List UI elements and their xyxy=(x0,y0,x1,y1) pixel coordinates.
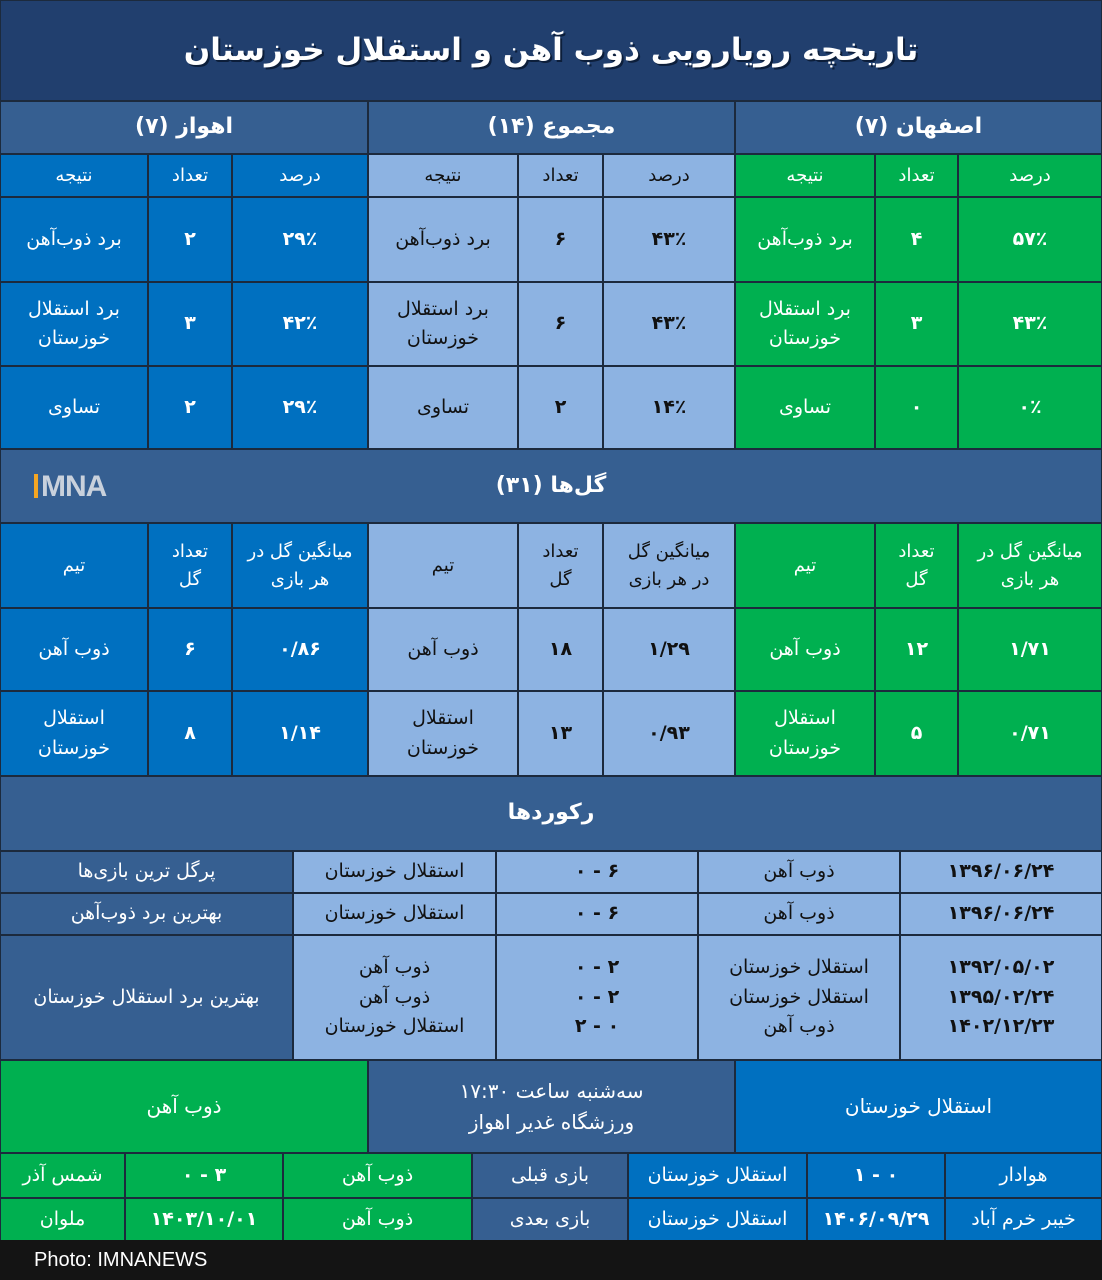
isfahan-esteghlal-win-percent: ۴۳٪ xyxy=(958,282,1102,366)
col-header-count: تعداد xyxy=(518,154,603,197)
record-away-team: استقلال خوزستان xyxy=(293,893,496,935)
next-right-date: ۱۴۰۶/۰۹/۲۹ xyxy=(807,1198,945,1242)
next-left-date: ۱۴۰۳/۱۰/۰۱ xyxy=(125,1198,283,1242)
ahvaz-draw-percent: ۲۹٪ xyxy=(232,366,368,449)
ahvaz-zob-win-count: ۲ xyxy=(148,197,232,282)
isfahan-esteghlal-goals: ۵ xyxy=(875,691,958,776)
ahvaz-esteghlal-goals: ۸ xyxy=(148,691,232,776)
total-esteghlal-win-label: برد استقلال خوزستان xyxy=(368,282,518,366)
record-home-team: ذوب آهن xyxy=(698,893,900,935)
match-venue: ورزشگاه غدیر اهواز xyxy=(468,1109,635,1134)
ahvaz-zob-win-label: برد ذوب‌آهن xyxy=(0,197,148,282)
ahvaz-draw-label: تساوی xyxy=(0,366,148,449)
logo-text: MNA xyxy=(41,470,107,503)
total-esteghlal-goals: ۱۳ xyxy=(518,691,603,776)
prev-right-team: استقلال خوزستان xyxy=(628,1153,807,1198)
match-info xyxy=(368,1060,735,1153)
record-dates-block xyxy=(900,935,1102,1060)
ahvaz-zob-win-percent: ۲۹٪ xyxy=(232,197,368,282)
goals-col-header-count: تعداد گل xyxy=(875,523,958,608)
goals-col-header-avg: میانگین گل در هر بازی xyxy=(603,523,735,608)
total-draw-percent: ۱۴٪ xyxy=(603,366,735,449)
isfahan-esteghlal-win-count: ۳ xyxy=(875,282,958,366)
group-header-isfahan: اصفهان (۷) xyxy=(735,101,1102,154)
record-home-team: ذوب آهن xyxy=(698,851,900,893)
col-header-result: نتیجه xyxy=(0,154,148,197)
next-match-label: بازی بعدی xyxy=(472,1198,628,1242)
prev-left-team: ذوب آهن xyxy=(283,1153,472,1198)
total-esteghlal-team: استقلال خوزستان xyxy=(368,691,518,776)
record-home-team: ذوب آهن xyxy=(763,1015,835,1038)
record-away-team: ذوب آهن xyxy=(358,956,431,979)
imna-logo xyxy=(34,470,106,504)
total-zob-win-count: ۶ xyxy=(518,197,603,282)
record-label-highest-scoring: پرگل ترین بازی‌ها xyxy=(0,851,293,893)
isfahan-zob-goals: ۱۲ xyxy=(875,608,958,691)
record-label-best-zob-win: بهترین برد ذوب‌آهن xyxy=(0,893,293,935)
ahvaz-esteghlal-win-percent: ۴۲٪ xyxy=(232,282,368,366)
group-header-total: مجموع (۱۴) xyxy=(368,101,735,154)
record-home-team: استقلال خوزستان xyxy=(729,956,869,979)
isfahan-esteghlal-win-label: برد استقلال خوزستان xyxy=(735,282,875,366)
ahvaz-draw-count: ۲ xyxy=(148,366,232,449)
next-right-team: استقلال خوزستان xyxy=(628,1198,807,1242)
record-home-team: استقلال خوزستان xyxy=(729,985,869,1008)
record-date: ۱۳۹۶/۰۶/۲۴ xyxy=(900,893,1102,935)
col-header-percent: درصد xyxy=(232,154,368,197)
goals-col-header-team: تیم xyxy=(0,523,148,608)
goals-col-header-avg: میانگین گل در هر بازی xyxy=(232,523,368,608)
record-date: ۱۳۹۵/۰۲/۲۴ xyxy=(947,985,1055,1008)
next-left-opponent: ملوان xyxy=(0,1198,125,1242)
ahvaz-zob-goals: ۶ xyxy=(148,608,232,691)
goals-col-header-team: تیم xyxy=(735,523,875,608)
prev-left-score: ۳ - ۰ xyxy=(125,1153,283,1198)
goals-col-header-team: تیم xyxy=(368,523,518,608)
record-date: ۱۳۹۲/۰۵/۰۲ xyxy=(947,956,1055,979)
page-title: تاریخچه رویارویی ذوب آهن و استقلال خوزستان xyxy=(0,0,1102,101)
record-date: ۱۴۰۲/۱۲/۲۳ xyxy=(947,1015,1055,1038)
col-header-percent: درصد xyxy=(603,154,735,197)
record-score: ۶ - ۰ xyxy=(496,851,698,893)
isfahan-zob-team: ذوب آهن xyxy=(735,608,875,691)
total-zob-goals: ۱۸ xyxy=(518,608,603,691)
next-right-opponent: خیبر خرم آباد xyxy=(945,1198,1102,1242)
record-label-best-esteghlal-win: بهترین برد استقلال خوزستان xyxy=(0,935,293,1060)
record-home-block xyxy=(698,935,900,1060)
record-score: ۲ - ۰ xyxy=(574,985,620,1008)
goals-col-header-avg: میانگین گل در هر بازی xyxy=(958,523,1102,608)
ahvaz-esteghlal-win-count: ۳ xyxy=(148,282,232,366)
logo-accent-bar xyxy=(34,474,38,498)
total-zob-team: ذوب آهن xyxy=(368,608,518,691)
isfahan-zob-win-label: برد ذوب‌آهن xyxy=(735,197,875,282)
record-date: ۱۳۹۶/۰۶/۲۴ xyxy=(900,851,1102,893)
record-away-team: استقلال خوزستان xyxy=(293,851,496,893)
record-away-block xyxy=(293,935,496,1060)
record-score-block xyxy=(496,935,698,1060)
ahvaz-esteghlal-avg: ۱/۱۴ xyxy=(232,691,368,776)
total-draw-label: تساوی xyxy=(368,366,518,449)
upcoming-team-zob: ذوب آهن xyxy=(0,1060,368,1153)
isfahan-draw-label: تساوی xyxy=(735,366,875,449)
total-esteghlal-avg: ۰/۹۳ xyxy=(603,691,735,776)
record-score: ۲ - ۰ xyxy=(574,956,620,979)
isfahan-zob-avg: ۱/۷۱ xyxy=(958,608,1102,691)
isfahan-esteghlal-avg: ۰/۷۱ xyxy=(958,691,1102,776)
isfahan-draw-count: ۰ xyxy=(875,366,958,449)
records-section-title: رکوردها xyxy=(0,776,1102,851)
ahvaz-zob-avg: ۰/۸۶ xyxy=(232,608,368,691)
group-header-ahvaz: اهواز (۷) xyxy=(0,101,368,154)
ahvaz-esteghlal-team: استقلال خوزستان xyxy=(0,691,148,776)
record-away-team: استقلال خوزستان xyxy=(324,1015,465,1038)
isfahan-draw-percent: ۰٪ xyxy=(958,366,1102,449)
prev-match-label: بازی قبلی xyxy=(472,1153,628,1198)
total-esteghlal-win-count: ۶ xyxy=(518,282,603,366)
total-zob-win-percent: ۴۳٪ xyxy=(603,197,735,282)
next-left-team: ذوب آهن xyxy=(283,1198,472,1242)
isfahan-zob-win-count: ۴ xyxy=(875,197,958,282)
prev-left-opponent: شمس آذر xyxy=(0,1153,125,1198)
isfahan-esteghlal-team: استقلال خوزستان xyxy=(735,691,875,776)
col-header-percent: درصد xyxy=(958,154,1102,197)
col-header-count: تعداد xyxy=(148,154,232,197)
goals-section-title: گل‌ها (۳۱) xyxy=(0,449,1102,523)
col-header-result: نتیجه xyxy=(368,154,518,197)
record-away-team: ذوب آهن xyxy=(358,985,431,1008)
total-zob-win-label: برد ذوب‌آهن xyxy=(368,197,518,282)
match-time: سه‌شنبه ساعت ۱۷:۳۰ xyxy=(459,1078,644,1103)
isfahan-zob-win-percent: ۵۷٪ xyxy=(958,197,1102,282)
ahvaz-esteghlal-win-label: برد استقلال خوزستان xyxy=(0,282,148,366)
prev-right-opponent: هوادار xyxy=(945,1153,1102,1198)
record-score: ۰ - ۲ xyxy=(574,1015,620,1038)
record-score: ۶ - ۰ xyxy=(496,893,698,935)
upcoming-team-esteghlal: استقلال خوزستان xyxy=(735,1060,1102,1153)
ahvaz-zob-team: ذوب آهن xyxy=(0,608,148,691)
col-header-count: تعداد xyxy=(875,154,958,197)
goals-col-header-count: تعداد گل xyxy=(518,523,603,608)
prev-right-score: ۰ - ۱ xyxy=(807,1153,945,1198)
total-esteghlal-win-percent: ۴۳٪ xyxy=(603,282,735,366)
total-draw-count: ۲ xyxy=(518,366,603,449)
goals-col-header-count: تعداد گل xyxy=(148,523,232,608)
total-zob-avg: ۱/۲۹ xyxy=(603,608,735,691)
col-header-result: نتیجه xyxy=(735,154,875,197)
photo-credit: Photo: IMNANEWS xyxy=(0,1240,1102,1280)
